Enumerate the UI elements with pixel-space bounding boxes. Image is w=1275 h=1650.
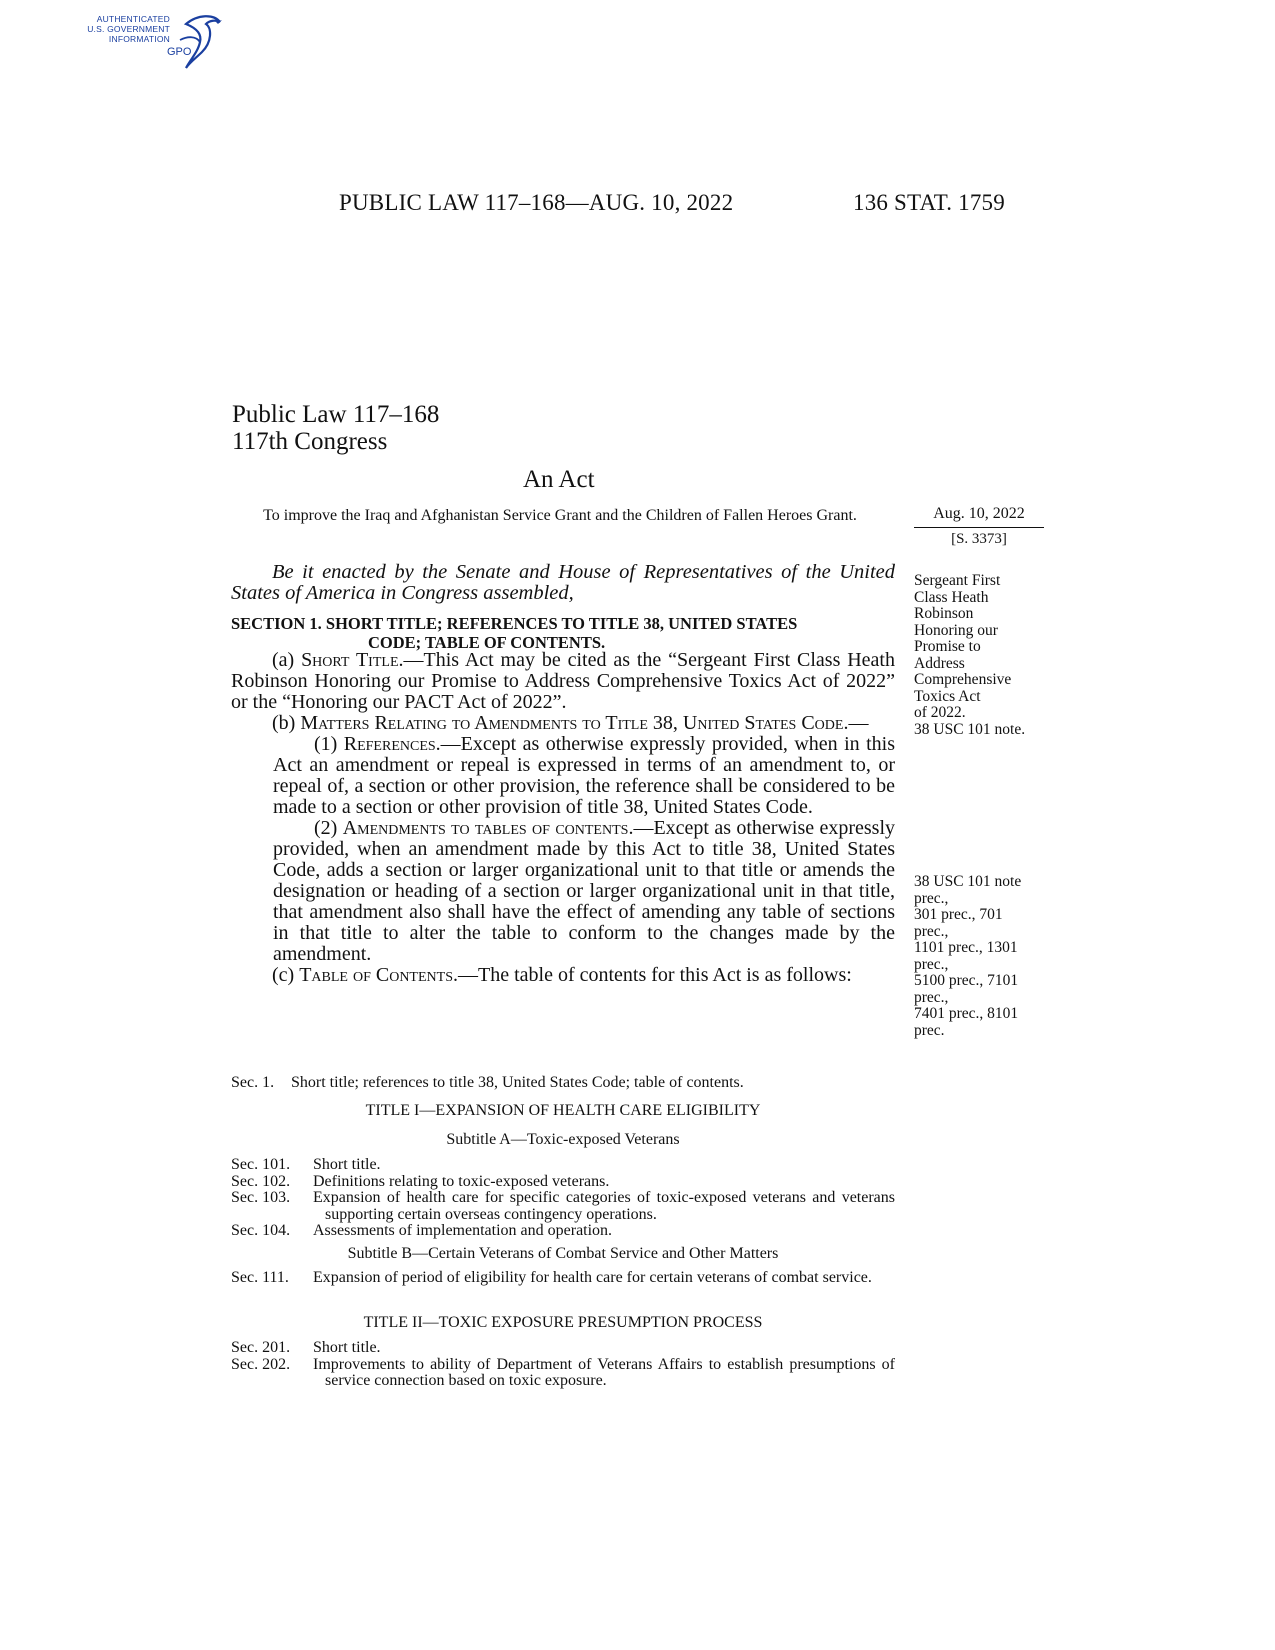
margin-note-line: 38 USC 101 note [914, 873, 1022, 890]
congress-number: 117th Congress [232, 428, 388, 455]
public-law-number: Public Law 117–168 [232, 401, 440, 428]
margin-note-line: Class Heath [914, 588, 989, 606]
margin-note-line: 38 USC 101 note. [914, 720, 1026, 738]
seal-line-government: U.S. GOVERNMENT [87, 24, 170, 34]
margin-note-line: Toxics Act [914, 687, 981, 705]
margin-note-line: 301 prec., 701 [914, 906, 1003, 923]
approval-date: Aug. 10, 2022 [933, 505, 1025, 522]
toc-entry [231, 1157, 895, 1174]
bill-number: [S. 3373] [951, 531, 1007, 547]
margin-note-line: of 2022. [914, 704, 966, 721]
margin-note-usc-citations [914, 874, 1044, 1039]
paragraph-b2: (2) Amendments to tables of contents.—Except as otherwise expressly provided, when an amendment made by this Act to title 38, United States Code, adds a section or larger organizational unit to that title or amends the designation or heading of a section or larger organizational unit in that title, that amendment also shall have the effect of amending any table of sections in that title to alter the table to conform to the changes made by the amendment. [273, 817, 895, 965]
toc-text: Short title; references to title 38, United States Code; table of contents. [291, 1074, 744, 1091]
margin-note-line: Comprehensive [914, 671, 1012, 688]
toc-text: Expansion of health care for specific categories of toxic-exposed veterans and veterans supporting certain overseas contingency operations. [313, 1189, 895, 1223]
sidebar-divider [914, 527, 1044, 528]
margin-note-line: prec., [914, 922, 949, 940]
section-heading-line: SECTION 1. SHORT TITLE; REFERENCES TO TITLE 38, UNITED STATES [231, 614, 798, 633]
toc-entry [231, 1223, 895, 1240]
toc-entry [231, 1340, 895, 1357]
gpo-authentication-seal [88, 12, 228, 78]
margin-note-line: prec., [914, 988, 949, 1006]
toc-text: Short title. [313, 1156, 381, 1173]
margin-note-line: prec. [914, 1021, 945, 1039]
toc-number: Sec. 201. [231, 1339, 291, 1356]
toc-number: Sec. 202. [231, 1355, 291, 1373]
act-heading: An Act [523, 466, 595, 493]
margin-note-line: prec., [914, 955, 949, 973]
subsection-b: (b) Matters Relating to Amendments to Title 38, United States Code.— [272, 712, 869, 734]
margin-note-line: Address [914, 654, 965, 672]
subsection-c: (c) Table of Contents.—The table of contents for this Act is as follows: [272, 964, 852, 986]
toc-entry [231, 1270, 895, 1287]
toc-text: Improvements to ability of Department of Veterans Affairs to establish presumptions of service connection based on toxic exposure. [313, 1355, 895, 1389]
toc-number: Sec. 102. [231, 1172, 291, 1190]
running-header-left: PUBLIC LAW 117–168—AUG. 10, 2022 [339, 190, 734, 215]
toc-sec-1 [231, 1075, 895, 1092]
margin-note-line: prec., [914, 889, 949, 907]
toc-text: Short title. [313, 1339, 381, 1356]
seal-gpo-label: GPO [167, 46, 192, 58]
margin-note-line: Robinson [914, 605, 974, 622]
toc-number: Sec. 101. [231, 1156, 291, 1173]
subsection-a: (a) Short Title.—This Act may be cited as the “Sergeant First Class Heath Robinson Honoring our Promise to Address Comprehensive Toxics Act of 2022” or the “Honoring our PACT Act of 2022”. [231, 649, 895, 713]
toc-subtitle-b: Subtitle B—Certain Veterans of Combat Service and Other Matters [347, 1245, 779, 1262]
section-1-body [231, 650, 895, 986]
toc-entry [231, 1190, 895, 1223]
margin-note-line: 1101 prec., 1301 [914, 939, 1018, 956]
eagle-icon [176, 12, 226, 72]
toc-number: Sec. 1. [231, 1074, 275, 1091]
margin-note-line: Sergeant First [914, 572, 1001, 589]
toc-text: Assessments of implementation and operation. [313, 1222, 613, 1239]
toc-entry [231, 1174, 895, 1191]
margin-note-line: 7401 prec., 8101 [914, 1005, 1019, 1022]
toc-subtitle-a: Subtitle A—Toxic-exposed Veterans [446, 1131, 680, 1148]
long-title: To improve the Iraq and Afghanistan Service Grant and the Children of Fallen Heroes Grant. [263, 507, 857, 524]
section-1-heading [231, 614, 895, 652]
margin-note-short-title [914, 573, 1044, 738]
toc-title-1: TITLE I—EXPANSION OF HEALTH CARE ELIGIBILITY [365, 1102, 761, 1119]
margin-note-line: 5100 prec., 7101 [914, 972, 1019, 989]
toc-entry [231, 1357, 895, 1390]
margin-note-line: Honoring our [914, 621, 998, 639]
margin-note-line: Promise to [914, 638, 981, 655]
enacting-clause: Be it enacted by the Senate and House of Representatives of the United States of America in Congress assembled, [231, 561, 895, 604]
toc-subtitle-b-list [231, 1270, 895, 1287]
toc-title-2-list [231, 1340, 895, 1390]
toc-number: Sec. 103. [231, 1189, 291, 1206]
running-header-right: 136 STAT. 1759 [853, 190, 1005, 215]
toc-text: Definitions relating to toxic-exposed veterans. [313, 1172, 610, 1190]
toc-text: Expansion of period of eligibility for health care for certain veterans of combat service. [313, 1269, 872, 1286]
toc-subtitle-a-list [231, 1157, 895, 1240]
toc-number: Sec. 104. [231, 1222, 291, 1239]
paragraph-b1: (1) References.—Except as otherwise expressly provided, when in this Act an amendment or repeal is expressed in terms of an amendment to, or repeal of, a section or other provision, the reference shall be considered to be made to a section or other provision of title 38, United States Code. [273, 733, 895, 818]
section-heading-line: CODE; TABLE OF CONTENTS. [368, 633, 606, 652]
seal-line-information: INFORMATION [108, 34, 170, 44]
toc-number: Sec. 111. [231, 1269, 289, 1286]
seal-line-authenticated: AUTHENTICATED [96, 14, 170, 24]
toc-title-2: TITLE II—TOXIC EXPOSURE PRESUMPTION PROCESS [363, 1314, 763, 1331]
